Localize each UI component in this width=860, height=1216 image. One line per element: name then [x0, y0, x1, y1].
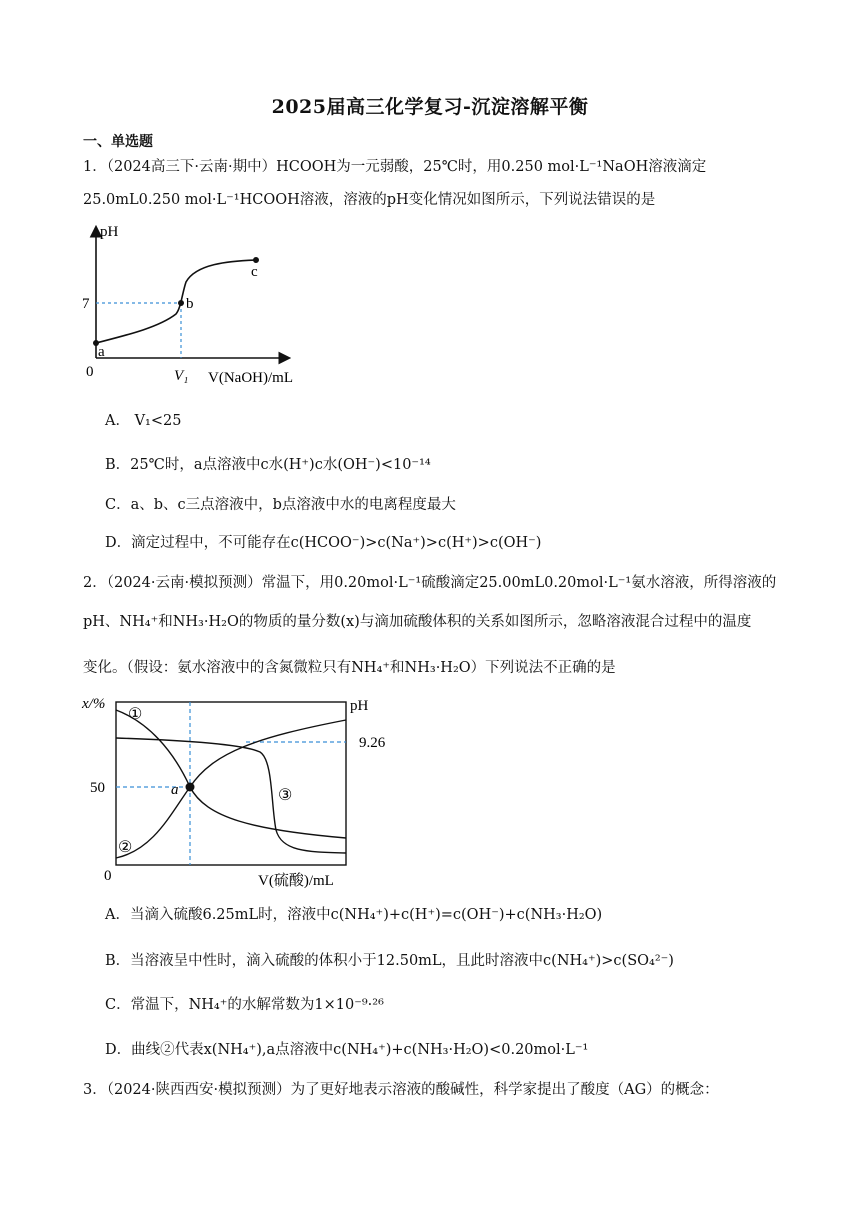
q2-curve-1: [116, 710, 346, 838]
q1-ph-curve: [96, 260, 256, 343]
q2-curve-2: [116, 720, 346, 858]
q1-titration-graph: [78, 222, 298, 387]
q1-label-b: b: [186, 296, 194, 312]
q1-option-c: C．a、b、c三点溶液中，b点溶液中水的电离程度最大: [105, 497, 456, 513]
q2-distribution-graph: [78, 690, 408, 895]
q1-x-tick: V₁: [174, 368, 189, 384]
q2-curve-3: [116, 738, 346, 853]
q1-y-label: pH: [100, 224, 119, 240]
q2-y-right-label: pH: [350, 698, 369, 714]
q2-stem-line1: 2．（2024·云南·模拟预测）常温下，用0.20mol·L⁻¹硫酸滴定25.00mL0.20mol·L⁻¹氨水溶液，所得溶液的: [83, 575, 777, 591]
q2-y-left-label: x/%: [82, 696, 106, 712]
q1-x-label: V(NaOH)/mL: [208, 370, 293, 386]
q1-stem-line1: 1．（2024高三下·云南·期中）HCOOH为一元弱酸，25℃时，用0.250 mol·L⁻¹NaOH溶液滴定: [83, 159, 707, 175]
q2-point-a: [186, 783, 195, 792]
q2-ph-value: 9.26: [359, 735, 386, 751]
q1-origin: 0: [86, 364, 94, 380]
q1-label-a: a: [98, 344, 105, 360]
q2-curve-3-label: ③: [278, 787, 293, 804]
q2-curve-2-label: ②: [118, 839, 133, 856]
q2-option-b: B．当溶液呈中性时，滴入硫酸的体积小于12.50mL，且此时溶液中c(NH₄⁺)>c(SO₄²⁻): [105, 953, 674, 969]
q2-option-d: D．曲线②代表x(NH₄⁺),a点溶液中c(NH₄⁺)+c(NH₃·H₂O)<0.20mol·L⁻¹: [105, 1042, 589, 1058]
q1-y-tick: 7: [82, 296, 90, 312]
q2-stem-line2: pH、NH₄⁺和NH₃·H₂O的物质的量分数(x)与滴加硫酸体积的关系如图所示，忽略溶液混合过程中的温度: [83, 614, 752, 630]
document-title: 2025届高三化学复习-沉淀溶解平衡: [271, 96, 589, 118]
q1-point-b: [178, 300, 184, 306]
q1-label-c: c: [251, 264, 258, 280]
q2-y-50: 50: [90, 780, 105, 796]
q3-stem-line1: 3．（2024·陕西西安·模拟预测）为了更好地表示溶液的酸碱性，科学家提出了酸度（AG）的概念：: [83, 1082, 719, 1098]
q2-origin: 0: [104, 868, 112, 884]
q2-option-a: A．当滴入硫酸6.25mL时，溶液中c(NH₄⁺)+c(H⁺)=c(OH⁻)+c(NH₃·H₂O): [105, 907, 603, 923]
q1-option-b: B．25℃时，a点溶液中c水(H⁺)c水(OH⁻)<10⁻¹⁴: [105, 457, 431, 473]
q1-option-a: A． V₁<25: [105, 413, 182, 429]
q2-label-a: a: [171, 782, 179, 798]
q2-curve-1-label: ①: [128, 706, 143, 723]
q2-option-c: C．常温下，NH₄⁺的水解常数为1×10⁻⁹·²⁶: [105, 997, 384, 1013]
q1-point-c: [253, 257, 259, 263]
q2-stem-line3: 变化。（假设：氨水溶液中的含氮微粒只有NH₄⁺和NH₃·H₂O）下列说法不正确的是: [83, 660, 616, 676]
q1-stem-line2: 25.0mL0.250 mol·L⁻¹HCOOH溶液，溶液的pH变化情况如图所示，下列说法错误的是: [83, 192, 656, 208]
q2-x-label: V(硫酸)/mL: [258, 873, 334, 889]
section-heading: 一、单选题: [83, 134, 153, 150]
q1-option-d: D．滴定过程中，不可能存在c(HCOO⁻)>c(Na⁺)>c(H⁺)>c(OH⁻): [105, 535, 542, 551]
